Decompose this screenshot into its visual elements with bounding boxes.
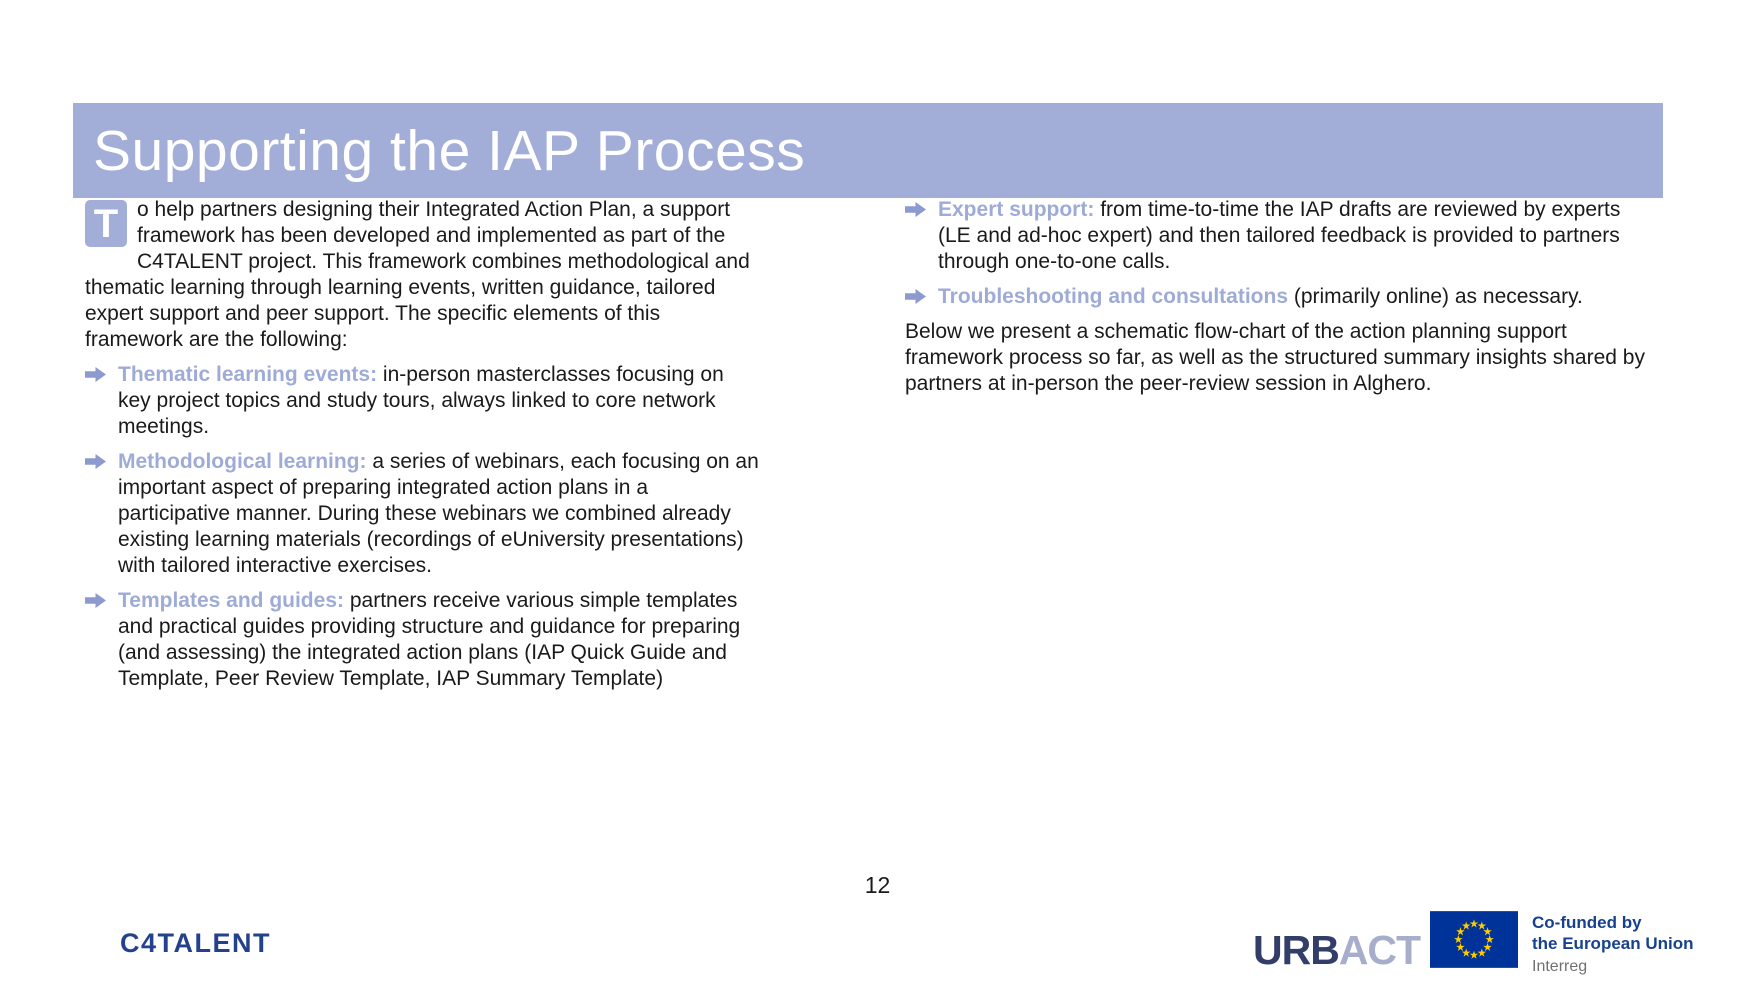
urbact-logo — [1253, 927, 1420, 974]
eu-funding-block — [1430, 910, 1694, 977]
list-item-text: from time-to-time the IAP drafts are reviewed by experts (LE and ad-hoc expert) and then tailored feedback is provided to partners through one-to-one calls. — [938, 198, 1621, 273]
list-item-text: (primarily online) as necessary. — [1293, 285, 1583, 308]
closing-paragraph: Below we present a schematic flow-chart of the action planning support framework process so far, as well as the structured summary insights shared by partners at in-person the peer-review session in Alghero. — [905, 320, 1645, 395]
list-item-label: Thematic learning events: — [118, 363, 378, 386]
list-item-text: a series of webinars, each focusing on an important aspect of preparing integrated action plans in a participative manner. During these webinars we combined already existing learning materials (recordings of eUniversity presentations) with tailored interactive exercises. — [118, 450, 759, 577]
list-item-label: Templates and guides: — [118, 589, 344, 612]
intro-text: o help partners designing their Integrated Action Plan, a support framework has been developed and implemented as part of the C4TALENT project. This framework combines methodological and thematic learning through learning events, written guidance, tailored expert support and peer support. The specific elements of this framework are the following: — [85, 198, 750, 351]
list-item — [85, 588, 760, 692]
list-item — [85, 362, 760, 440]
page-number: 12 — [864, 872, 891, 898]
eu-cofunded-line1: Co-funded by — [1532, 913, 1642, 932]
left-column — [85, 197, 760, 692]
list-item-label: Expert support: — [938, 198, 1095, 221]
eu-funding-text — [1532, 910, 1694, 977]
header-banner — [73, 103, 1663, 198]
list-item-body — [938, 197, 1657, 275]
list-item-body — [938, 284, 1583, 310]
interreg-label: Interreg — [1532, 958, 1588, 975]
list-item — [905, 197, 1657, 275]
urbact-logo-urb: URB — [1253, 927, 1339, 973]
list-item-text: in-person masterclasses focusing on key project topics and study tours, always linked to core network meetings. — [118, 363, 724, 438]
list-item-label: Troubleshooting and consultations — [938, 285, 1288, 308]
c4talent-logo: C4TALENT — [120, 928, 271, 958]
list-item — [905, 284, 1657, 310]
arrow-right-icon — [905, 197, 938, 275]
list-item-text: partners receive various simple templates and practical guides providing structure and guidance for preparing (and assessing) the integrated action plans (IAP Quick Guide and Template, Peer Review Template, IAP Summary Template) — [118, 589, 741, 690]
dropcap-letter: T — [85, 200, 127, 247]
list-item — [85, 449, 760, 579]
list-item-body — [118, 362, 760, 440]
urbact-logo-act: ACT — [1338, 927, 1421, 973]
list-item-body — [118, 449, 760, 579]
eu-cofunded-line2: the European Union — [1532, 934, 1694, 953]
arrow-right-icon — [905, 284, 938, 310]
eu-flag-icon — [1430, 910, 1518, 969]
list-item-body — [118, 588, 760, 692]
arrow-right-icon — [85, 449, 118, 579]
intro-paragraph — [85, 197, 760, 353]
page-title: Supporting the IAP Process — [93, 118, 806, 183]
list-item-label: Methodological learning: — [118, 450, 367, 473]
arrow-right-icon — [85, 588, 118, 692]
arrow-right-icon — [85, 362, 118, 440]
right-column — [905, 197, 1657, 397]
